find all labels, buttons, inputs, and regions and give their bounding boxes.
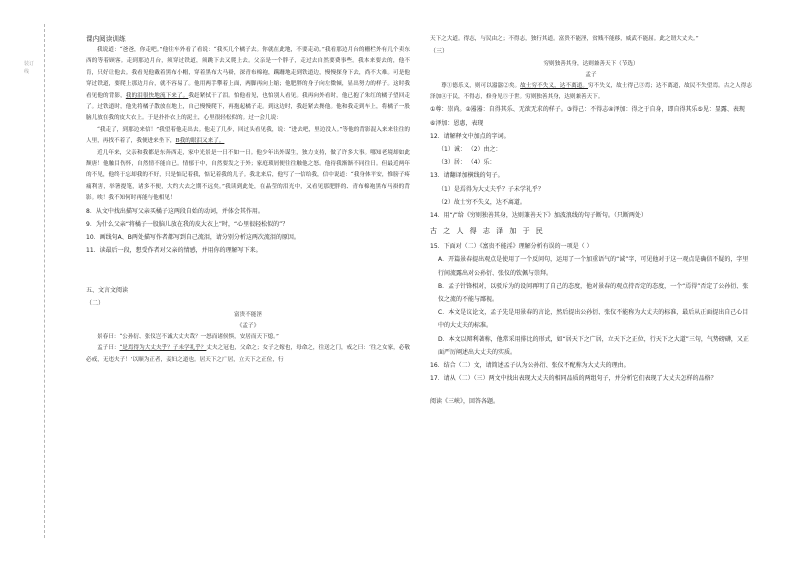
essay-underlined: “是焉得为大丈夫乎？子未学礼乎？ bbox=[119, 345, 207, 352]
binding-gutter-label: 装订线 bbox=[24, 61, 35, 75]
essay3-part: 尊①德乐义，则可以嚣嚣②矣。 bbox=[441, 82, 521, 89]
essay-author: 《孟子》 bbox=[236, 322, 260, 329]
question-16: 16．结合（二）文，请简述孟子认为公孙衍、张仪不配称为大丈夫的理由。 bbox=[430, 362, 630, 370]
underlined-sentence-a: 我的泪很快地流下来了。 bbox=[125, 92, 189, 99]
section-5-sub: （二） bbox=[86, 299, 105, 307]
left-column bbox=[86, 34, 410, 554]
binding-line bbox=[44, 24, 45, 538]
option-c: C．本文是议论文，孟子先是用景春的言论，然后提出公孙衍、张仪不能称为大丈夫的标准，最后从正面提出自己心目中的大丈夫的标准。 bbox=[438, 309, 749, 330]
essay-text: 丈夫之冠也，父命之；女子之嫁也，母命之，往送之门，戒之曰：‘往之女家，必敬必戒，无违夫子！’以顺为正者，妾妇之道也。居天下之广居，立天下之正位，行 bbox=[86, 345, 410, 363]
passage-paragraph-1 bbox=[86, 45, 410, 125]
question-12: 12．请解释文中加点的字词。 bbox=[430, 132, 510, 140]
essay-paragraph-1: 景春曰：“公孙衍、张仪岂不诚大丈夫哉？一怒而诸侯惧，安居而天下熄。” bbox=[97, 333, 279, 340]
essay-continuation: 天下之大道。得志，与民由之；不得志，独行其道。富贵不能淫，贫贱不能移，威武不能屈。此之谓大丈夫。” bbox=[430, 36, 699, 42]
passage-text: “我走了，到那边来信！”我望着他走出去。他走了几步，回过头看见我，说：“进去吧，里边没人。”等他的背影混入来来往往的人里，再找不着了，我便进来坐下， bbox=[86, 126, 410, 145]
essay-paragraph-2 bbox=[86, 343, 410, 366]
essay3-underlined: 故士穷不失义，达不离道。 bbox=[520, 82, 589, 89]
option-a: A．开篇景春提出观点是使用了一个反问句，运用了一个加重语气的“诚”字，可见他对于这一观点是确信不疑的，字里行间流露出对公孙衍、张仪的钦佩与崇拜。 bbox=[438, 256, 749, 277]
question-10: 10．画线句A、B两处描写作者都写到自己流泪，请分别分析这两次流泪的原因。 bbox=[86, 234, 300, 242]
question-12-row-1: （1）诚： （2）由之： bbox=[438, 146, 502, 154]
section-3-sub: （三） bbox=[430, 48, 449, 56]
question-15: 15．下面对（二）《富贵不能淫》理解分析有误的一项是（ ） bbox=[430, 243, 593, 251]
question-14-sentence: 古 之 人 得 志 泽 加 于 民 bbox=[430, 227, 545, 236]
option-b: B．孟子针锋相对，以驳斥为的设问再明了自己的态度，他对景春的观点持否定的态度，一个“焉得”否定了公孙衍、张仪之流的不能与鄙视。 bbox=[438, 282, 749, 304]
question-17: 17．请从（二）（三）两文中找出表现大丈夫的相同品质的两组句子，并分析它们表现了大丈夫怎样的品格？ bbox=[430, 375, 717, 383]
essay3-part: 穷不失义，故士得己③焉；达不离道，故民不失望焉。古之人得志泽加④于民，不得志，修身见⑤于世。穷则独善其身，达则兼善天下。 bbox=[430, 82, 752, 101]
question-11: 11．读最后一段，想受作者对父亲的情感，并用你的理解写下来。 bbox=[86, 247, 262, 255]
underlined-sentence-b: B我的眼泪又来了。 bbox=[175, 138, 225, 145]
section-title: 课内阅读训练 bbox=[86, 35, 126, 43]
essay3-notes: ①尊：崇尚。②嚣嚣：自得其乐、无欲无求的样子。③得己：不得志④泽加：得之于自身，即自得其乐⑤见：显露、表现 ⑥泽加：恩惠，表现 bbox=[430, 106, 745, 127]
question-13: 13．请翻译加横线的句子。 bbox=[430, 172, 504, 180]
option-d: D．本文以辩利著称，他常采用排比的形式，如“居天下之广居，立天下之正位，行天下之大道”三句，气势磅礴，又正面严厉阐述出大丈夫的实质。 bbox=[438, 335, 749, 356]
passage-paragraph-2 bbox=[86, 125, 410, 148]
question-8: 8．从文中找出描写父亲买橘子这两段自始的动词，并体会其作用。 bbox=[86, 207, 264, 215]
next-reading-prompt: 阅读《三峡》，回答各题。 bbox=[430, 398, 500, 406]
right-column bbox=[430, 34, 752, 554]
passage-text: 我赶紧拭干了泪。怕他看见，也怕别人看见。我再向外看时，他已抱了朱红的橘子望回走了。过铁道时，他先将橘子散放在地上，自己慢慢爬下，再抱起橘子走。到这边时，我赶紧去搀他。他和我走到车上，将橘子一股脑儿放在我的皮大衣上。于是扑扑衣上的泥土，心里很轻松似的。过一会儿说： bbox=[86, 92, 410, 122]
question-9: 9．为什么父亲“将橘子一股脑儿放在我的皮大衣上”时，“心里很轻松似的”？ bbox=[86, 220, 289, 228]
passage-text: 我说道：“爸爸，你走吧。”他往车外看了看说：“我买几个橘子去。你就在此地，不要走动。”我看那边月台的栅栏外有几个卖东西的等着顾客。走到那边月台，须穿过铁道，须跳下去又爬上去。父亲是一个胖子，走过去自然要费事些。我本来要去的，他不肯，只好让他去。我看见他戴着黑布小帽，穿着黑布大马褂，深青布棉袍，蹒跚地走到铁道边，慢慢探身下去，尚不大难。可是他穿过铁道，要爬上那边月台，就不容易了。他用两手攀着上面，两脚再向上缩；他肥胖的身子向左微倾，显出努力的样子。这时我看见他的背影， bbox=[86, 47, 410, 99]
essay3-author: 孟子 bbox=[585, 71, 597, 78]
section-5-title: 五、文言文阅读 bbox=[86, 286, 129, 294]
essay-title: 富贵不能淫 bbox=[234, 311, 262, 318]
passage-paragraph-3: 近几年来，父亲和我都是东奔西走，家中光景是一日不如一日。他少年出外谋生，独力支持，做了许多大事。哪知老境却如此颓唐！他触目伤怀，自然情不能自已。情郁于中，自然要发之于外；家庭琐屑便往往触他之怒。他待我渐渐不同往日。但最近两年的不见，他终于忘却我的不好，只是惦记着我，惦记着我的儿子。我北来后，他写了一信给我，信中说道：“我身体平安，惟膀子疼痛利害，举箸提笔，诸多不便，大约大去之期不远矣。”我读到此处，在晶莹的泪光中，又看见那肥胖的、青布棉袍黑布马褂的背影。唉！我不知何时再能与他相见！ bbox=[86, 149, 410, 202]
question-13-item-2: （2）故士穷不失义，达不离道。 bbox=[438, 198, 526, 206]
question-13-item-1: （1）是焉得为大丈夫乎？子未学礼乎？ bbox=[438, 185, 544, 193]
essay3-title: 穷则独善其身，达则兼善天下（节选） bbox=[543, 60, 639, 67]
essay3-text bbox=[430, 81, 752, 104]
question-14: 14．用“/”给《穷则独善其身，达则兼善天下》加波浪线的句子断句。（只断两处） bbox=[430, 212, 647, 220]
essay-text: 孟子曰： bbox=[97, 345, 120, 352]
question-12-row-2: （3）居： （4）乐： bbox=[438, 159, 496, 167]
